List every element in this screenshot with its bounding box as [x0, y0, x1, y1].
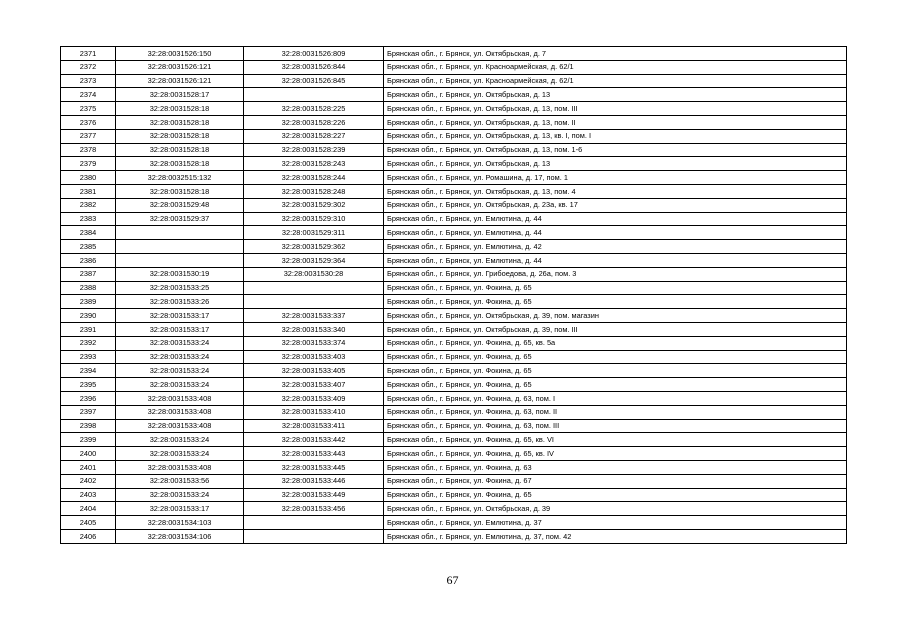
address-cell: Брянская обл., г. Брянск, ул. Емлютина, д. 42: [384, 240, 847, 254]
property-cadastral-number-cell: 32:28:0031526:809: [244, 47, 384, 61]
address-cell: Брянская обл., г. Брянск, ул. Ромашина, д. 17, пом. 1: [384, 171, 847, 185]
address-cell: Брянская обл., г. Брянск, ул. Фокина, д. 63: [384, 460, 847, 474]
row-number-cell: 2381: [61, 184, 116, 198]
table-row: [61, 226, 847, 240]
address-cell: Брянская обл., г. Брянск, ул. Фокина, д. 65: [384, 281, 847, 295]
land-parcel-cadastral-number-cell: [116, 240, 244, 254]
row-number-cell: 2387: [61, 267, 116, 281]
row-number-cell: 2380: [61, 171, 116, 185]
property-cadastral-number-cell: 32:28:0031528:227: [244, 129, 384, 143]
table-row: [61, 488, 847, 502]
property-cadastral-number-cell: 32:28:0031526:845: [244, 74, 384, 88]
table-row: [61, 184, 847, 198]
row-number-cell: 2383: [61, 212, 116, 226]
property-cadastral-number-cell: [244, 88, 384, 102]
property-cadastral-number-cell: [244, 529, 384, 543]
row-number-cell: 2402: [61, 474, 116, 488]
row-number-cell: 2406: [61, 529, 116, 543]
address-cell: Брянская обл., г. Брянск, ул. Октябрьская, д. 13, пом. II: [384, 115, 847, 129]
address-cell: Брянская обл., г. Брянск, ул. Фокина, д. 65: [384, 488, 847, 502]
row-number-cell: 2405: [61, 516, 116, 530]
property-cadastral-number-cell: [244, 295, 384, 309]
table-row: [61, 419, 847, 433]
row-number-cell: 2403: [61, 488, 116, 502]
property-cadastral-number-cell: 32:28:0031528:243: [244, 157, 384, 171]
land-parcel-cadastral-number-cell: 32:28:0031533:24: [116, 488, 244, 502]
table-row: [61, 157, 847, 171]
land-parcel-cadastral-number-cell: 32:28:0031533:408: [116, 391, 244, 405]
row-number-cell: 2401: [61, 460, 116, 474]
land-parcel-cadastral-number-cell: 32:28:0031529:37: [116, 212, 244, 226]
land-parcel-cadastral-number-cell: 32:28:0031534:103: [116, 516, 244, 530]
table-row: [61, 391, 847, 405]
land-parcel-cadastral-number-cell: 32:28:0031533:24: [116, 447, 244, 461]
land-parcel-cadastral-number-cell: 32:28:0031528:18: [116, 184, 244, 198]
row-number-cell: 2391: [61, 322, 116, 336]
land-parcel-cadastral-number-cell: 32:28:0031530:19: [116, 267, 244, 281]
property-cadastral-number-cell: 32:28:0031529:362: [244, 240, 384, 254]
row-number-cell: 2382: [61, 198, 116, 212]
property-cadastral-number-cell: 32:28:0031530:28: [244, 267, 384, 281]
property-cadastral-number-cell: 32:28:0031528:244: [244, 171, 384, 185]
land-parcel-cadastral-number-cell: 32:28:0031526:150: [116, 47, 244, 61]
table-row: [61, 240, 847, 254]
land-parcel-cadastral-number-cell: 32:28:0031526:121: [116, 74, 244, 88]
address-cell: Брянская обл., г. Брянск, ул. Октябрьская, д. 13, пом. III: [384, 102, 847, 116]
land-parcel-cadastral-number-cell: 32:28:0031533:17: [116, 502, 244, 516]
address-cell: Брянская обл., г. Брянск, ул. Емлютина, д. 44: [384, 212, 847, 226]
row-number-cell: 2379: [61, 157, 116, 171]
land-parcel-cadastral-number-cell: 32:28:0031533:56: [116, 474, 244, 488]
table-row: [61, 433, 847, 447]
row-number-cell: 2386: [61, 253, 116, 267]
land-parcel-cadastral-number-cell: 32:28:0031533:25: [116, 281, 244, 295]
table-row: [61, 447, 847, 461]
property-cadastral-number-cell: 32:28:0031533:403: [244, 350, 384, 364]
property-cadastral-number-cell: 32:28:0031528:225: [244, 102, 384, 116]
table-row: [61, 143, 847, 157]
table-row: [61, 171, 847, 185]
address-cell: Брянская обл., г. Брянск, ул. Фокина, д. 65: [384, 350, 847, 364]
property-cadastral-number-cell: 32:28:0031526:844: [244, 60, 384, 74]
land-parcel-cadastral-number-cell: 32:28:0031528:18: [116, 143, 244, 157]
table-row: [61, 350, 847, 364]
page-number: 67: [446, 573, 459, 587]
property-cadastral-number-cell: 32:28:0031533:411: [244, 419, 384, 433]
address-cell: Брянская обл., г. Брянск, ул. Красноармейская, д. 62/1: [384, 74, 847, 88]
address-cell: Брянская обл., г. Брянск, ул. Фокина, д. 63, пом. II: [384, 405, 847, 419]
land-parcel-cadastral-number-cell: 32:28:0031526:121: [116, 60, 244, 74]
address-cell: Брянская обл., г. Брянск, ул. Октябрьская, д. 13, пом. 1-6: [384, 143, 847, 157]
land-parcel-cadastral-number-cell: 32:28:0031528:18: [116, 115, 244, 129]
address-cell: Брянская обл., г. Брянск, ул. Октябрьская, д. 13, пом. 4: [384, 184, 847, 198]
address-cell: Брянская обл., г. Брянск, ул. Октябрьская, д. 7: [384, 47, 847, 61]
property-cadastral-number-cell: 32:28:0031529:310: [244, 212, 384, 226]
address-cell: Брянская обл., г. Брянск, ул. Октябрьская, д. 13: [384, 88, 847, 102]
property-cadastral-number-cell: 32:28:0031533:410: [244, 405, 384, 419]
register-table: [60, 46, 847, 544]
table-row: [61, 102, 847, 116]
table-row: [61, 378, 847, 392]
land-parcel-cadastral-number-cell: 32:28:0032515:132: [116, 171, 244, 185]
table-row: [61, 212, 847, 226]
row-number-cell: 2374: [61, 88, 116, 102]
address-cell: Брянская обл., г. Брянск, ул. Октябрьская, д. 23а, кв. 17: [384, 198, 847, 212]
property-cadastral-number-cell: 32:28:0031528:239: [244, 143, 384, 157]
address-cell: Брянская обл., г. Брянск, ул. Октябрьская, д. 13, кв. I, пом. I: [384, 129, 847, 143]
table-row: [61, 74, 847, 88]
row-number-cell: 2404: [61, 502, 116, 516]
land-parcel-cadastral-number-cell: 32:28:0031533:408: [116, 460, 244, 474]
register-table-body: [61, 47, 847, 544]
property-cadastral-number-cell: 32:28:0031533:409: [244, 391, 384, 405]
row-number-cell: 2399: [61, 433, 116, 447]
row-number-cell: 2388: [61, 281, 116, 295]
land-parcel-cadastral-number-cell: 32:28:0031533:408: [116, 405, 244, 419]
table-row: [61, 295, 847, 309]
land-parcel-cadastral-number-cell: 32:28:0031533:408: [116, 419, 244, 433]
row-number-cell: 2397: [61, 405, 116, 419]
row-number-cell: 2392: [61, 336, 116, 350]
land-parcel-cadastral-number-cell: 32:28:0031533:26: [116, 295, 244, 309]
row-number-cell: 2398: [61, 419, 116, 433]
address-cell: Брянская обл., г. Брянск, ул. Емлютина, д. 37, пом. 42: [384, 529, 847, 543]
address-cell: Брянская обл., г. Брянск, ул. Фокина, д. 63, пом. III: [384, 419, 847, 433]
land-parcel-cadastral-number-cell: 32:28:0031528:18: [116, 102, 244, 116]
table-row: [61, 460, 847, 474]
address-cell: Брянская обл., г. Брянск, ул. Октябрьская, д. 13: [384, 157, 847, 171]
row-number-cell: 2376: [61, 115, 116, 129]
address-cell: Брянская обл., г. Брянск, ул. Емлютина, д. 37: [384, 516, 847, 530]
row-number-cell: 2396: [61, 391, 116, 405]
table-row: [61, 322, 847, 336]
property-cadastral-number-cell: [244, 281, 384, 295]
property-cadastral-number-cell: 32:28:0031533:446: [244, 474, 384, 488]
property-cadastral-number-cell: 32:28:0031533:340: [244, 322, 384, 336]
table-row: [61, 253, 847, 267]
land-parcel-cadastral-number-cell: 32:28:0031528:18: [116, 129, 244, 143]
row-number-cell: 2400: [61, 447, 116, 461]
row-number-cell: 2384: [61, 226, 116, 240]
property-cadastral-number-cell: 32:28:0031533:456: [244, 502, 384, 516]
table-row: [61, 529, 847, 543]
address-cell: Брянская обл., г. Брянск, ул. Фокина, д. 65, кв. 5а: [384, 336, 847, 350]
land-parcel-cadastral-number-cell: 32:28:0031528:17: [116, 88, 244, 102]
address-cell: Брянская обл., г. Брянск, ул. Емлютина, д. 44: [384, 253, 847, 267]
address-cell: Брянская обл., г. Брянск, ул. Грибоедова, д. 26а, пом. 3: [384, 267, 847, 281]
table-row: [61, 516, 847, 530]
address-cell: Брянская обл., г. Брянск, ул. Фокина, д. 63, пом. I: [384, 391, 847, 405]
property-cadastral-number-cell: 32:28:0031533:407: [244, 378, 384, 392]
land-parcel-cadastral-number-cell: 32:28:0031533:24: [116, 336, 244, 350]
table-row: [61, 47, 847, 61]
land-parcel-cadastral-number-cell: 32:28:0031533:24: [116, 433, 244, 447]
row-number-cell: 2385: [61, 240, 116, 254]
table-row: [61, 88, 847, 102]
property-cadastral-number-cell: 32:28:0031533:449: [244, 488, 384, 502]
row-number-cell: 2373: [61, 74, 116, 88]
land-parcel-cadastral-number-cell: 32:28:0031533:17: [116, 309, 244, 323]
address-cell: Брянская обл., г. Брянск, ул. Фокина, д. 65: [384, 364, 847, 378]
row-number-cell: 2394: [61, 364, 116, 378]
table-row: [61, 502, 847, 516]
address-cell: Брянская обл., г. Брянск, ул. Октябрьская, д. 39, пом. III: [384, 322, 847, 336]
property-cadastral-number-cell: 32:28:0031533:337: [244, 309, 384, 323]
land-parcel-cadastral-number-cell: [116, 226, 244, 240]
property-cadastral-number-cell: 32:28:0031529:311: [244, 226, 384, 240]
property-cadastral-number-cell: 32:28:0031529:364: [244, 253, 384, 267]
address-cell: Брянская обл., г. Брянск, ул. Фокина, д. 65: [384, 295, 847, 309]
property-cadastral-number-cell: 32:28:0031533:445: [244, 460, 384, 474]
address-cell: Брянская обл., г. Брянск, ул. Фокина, д. 67: [384, 474, 847, 488]
land-parcel-cadastral-number-cell: 32:28:0031533:24: [116, 364, 244, 378]
row-number-cell: 2375: [61, 102, 116, 116]
land-parcel-cadastral-number-cell: 32:28:0031533:17: [116, 322, 244, 336]
property-cadastral-number-cell: 32:28:0031533:374: [244, 336, 384, 350]
table-row: [61, 336, 847, 350]
row-number-cell: 2378: [61, 143, 116, 157]
address-cell: Брянская обл., г. Брянск, ул. Фокина, д. 65, кв. IV: [384, 447, 847, 461]
address-cell: Брянская обл., г. Брянск, ул. Емлютина, д. 44: [384, 226, 847, 240]
row-number-cell: 2395: [61, 378, 116, 392]
property-cadastral-number-cell: 32:28:0031533:442: [244, 433, 384, 447]
address-cell: Брянская обл., г. Брянск, ул. Октябрьская, д. 39, пом. магазин: [384, 309, 847, 323]
property-cadastral-number-cell: 32:28:0031528:226: [244, 115, 384, 129]
row-number-cell: 2377: [61, 129, 116, 143]
row-number-cell: 2393: [61, 350, 116, 364]
table-row: [61, 474, 847, 488]
property-cadastral-number-cell: [244, 516, 384, 530]
table-row: [61, 405, 847, 419]
land-parcel-cadastral-number-cell: 32:28:0031533:24: [116, 378, 244, 392]
land-parcel-cadastral-number-cell: 32:28:0031534:106: [116, 529, 244, 543]
row-number-cell: 2390: [61, 309, 116, 323]
land-parcel-cadastral-number-cell: 32:28:0031529:48: [116, 198, 244, 212]
address-cell: Брянская обл., г. Брянск, ул. Фокина, д. 65, кв. VI: [384, 433, 847, 447]
table-row: [61, 309, 847, 323]
row-number-cell: 2371: [61, 47, 116, 61]
address-cell: Брянская обл., г. Брянск, ул. Фокина, д. 65: [384, 378, 847, 392]
table-row: [61, 60, 847, 74]
property-cadastral-number-cell: 32:28:0031533:405: [244, 364, 384, 378]
land-parcel-cadastral-number-cell: [116, 253, 244, 267]
row-number-cell: 2372: [61, 60, 116, 74]
table-row: [61, 364, 847, 378]
land-parcel-cadastral-number-cell: 32:28:0031528:18: [116, 157, 244, 171]
table-row: [61, 281, 847, 295]
property-cadastral-number-cell: 32:28:0031533:443: [244, 447, 384, 461]
table-row: [61, 267, 847, 281]
table-row: [61, 198, 847, 212]
property-cadastral-number-cell: 32:28:0031529:302: [244, 198, 384, 212]
land-parcel-cadastral-number-cell: 32:28:0031533:24: [116, 350, 244, 364]
address-cell: Брянская обл., г. Брянск, ул. Красноармейская, д. 62/1: [384, 60, 847, 74]
row-number-cell: 2389: [61, 295, 116, 309]
table-row: [61, 115, 847, 129]
property-cadastral-number-cell: 32:28:0031528:248: [244, 184, 384, 198]
table-row: [61, 129, 847, 143]
address-cell: Брянская обл., г. Брянск, ул. Октябрьская, д. 39: [384, 502, 847, 516]
